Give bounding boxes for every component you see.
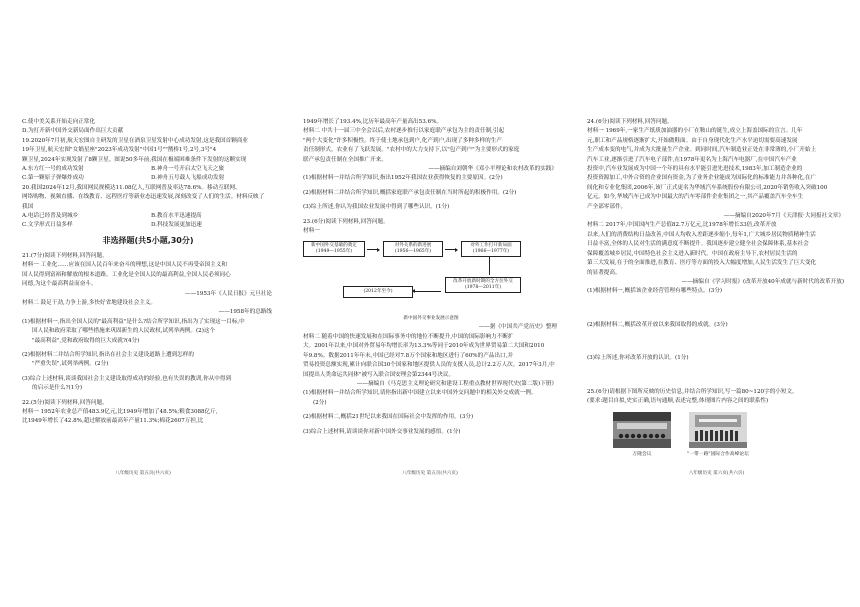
sub-question: (2)根据材料二并结合所学知识,指出在社会主义建设道路上遭到怎样的	[22, 351, 194, 358]
sub-question: (1)根据材料一并结合所学知识,请你指出新中国建立以来中国外交问题中的相关外交成就一例。	[303, 390, 537, 397]
text-line: 责任制形式。农业有了飞跃发展。"农村中的大力支持下,以"包产到户"为主要形式的家庭	[303, 147, 520, 154]
diagram-box-2012	[343, 286, 413, 298]
sub-question: (3)综合上述材料,请谈谈你对新中国外交事业发展的感悟。(1分)	[303, 428, 461, 435]
text-line: 材料一 1952年农业总产值483.9亿元,比1949年增加了48.5%;粮食3088亿斤,	[22, 408, 218, 415]
text-line: (要求:题目自拟,史实正确,语句通顺,表述完整,体现图片内容之间的联系性)	[587, 397, 769, 404]
option-d: D.神舟五号载人飞船成功发射	[151, 175, 225, 182]
question-21: 21.(7分)阅读下列材料,回答问题。	[22, 252, 108, 259]
page-right	[573, 0, 860, 607]
text-line: 国人民得到富裕和解放的根本道路。工业化是全国人民的最高利益,全国人民必须同心	[22, 271, 231, 278]
text-line: 亿元。如今,华域汽车已成为中国最大的汽车零部件企业集团之一,其产品覆盖汽车全车生	[587, 194, 804, 201]
sub-question: (1)根据材料一,指出全国人民的"最高利益"是什么?结合所学知识,指出为了实现这一目标,中	[22, 318, 245, 325]
sub-question: (2)根据材料二,概括改革开放以来我国取得的成就。(3分)	[587, 321, 728, 328]
source-line: ——摘编自刘朝华《邓小平理论和农村改革的实践》	[428, 166, 557, 173]
belt-and-road-forum-photo	[689, 412, 747, 448]
text-line: 材料一 工业化……应该在国人民百年来奋斗的理想,这是中国人民不再受帝国主义和	[22, 262, 227, 269]
sub-question: (1)根据材料一,概括该企业经营管理有哪些特点。(3分)	[587, 288, 723, 295]
text-line: (2分)	[313, 399, 327, 406]
diagram-box-label: (2012年至今)	[363, 289, 393, 295]
text-line: D.为打开新中国外交新局面作出巨大贡献	[22, 128, 124, 135]
sub-question: (3)综合上述材料,谈谈我国社会主义建设取得成功的经验,也有失误的教训,你从中得到	[22, 375, 232, 382]
text-line: 颗卫星,2024年实现发射了8颗卫星。图说50多年前,我国在极端困难条件下发射的这颗实现	[22, 156, 247, 163]
diagram-box-1956	[383, 241, 443, 256]
diagram-box-1949	[303, 241, 365, 256]
page-left-text	[22, 118, 274, 427]
text-line: 日益丰富,全体的人民对生活的满意度不断提升。我国逐步建立健全社会保障体系,基本社会	[587, 241, 809, 248]
text-line: 投资中,汽车业发展成为中国一个年的具有水平能引进先进技术,1983年,加工制造企业的	[587, 166, 803, 173]
option-a: A.东方红一号的成功发射	[22, 166, 84, 173]
photo-caption: 万隆会议	[632, 452, 652, 458]
diagram-box-1966	[461, 241, 521, 256]
text-line: 产全部零部件。	[587, 203, 627, 210]
option-c: C.第一颗原子弹爆炸成功	[22, 175, 84, 182]
text-line: 19年卫星,航天宏图"女娲星座"2023年成功发射"中国1号""鹊桥1号,2号,3号"4	[22, 147, 217, 154]
text-line: 元,职工和产品规格逐渐扩大,开始做鞋面。由于自身现代化生产水平迫切需要高速发展	[587, 137, 798, 144]
photo-caption: "一带一路"国际合作高峰论坛	[687, 452, 749, 458]
text-line: 材料一 1969年,一家生产纸质加油器的小厂在鞍山的诞生,成立上海盖国际的宣言。几年	[587, 128, 803, 135]
text-line: 网络购物、视频直播、在线教育、远程医疗等新业态迅速发展,深刻改变了人们的生活。材料反映了	[22, 194, 265, 201]
text-line: 保障覆盖城乡居民,中国特色社会主义进入新时代。中国在政府主导下,农村居民生活的	[587, 250, 798, 257]
source-line: ——摘编自《学习时报》(改革开放40年成就与新时代的改革开放)	[681, 278, 844, 285]
bandung-conference-photo	[613, 412, 671, 448]
page-left	[0, 0, 286, 607]
diagram-box-label: 新中国外交基础的奠定 (1949—1955年)	[311, 243, 357, 255]
text-line: 贸易投资总额实现,累计向联合国30个国家和地区提供人员的支援人员,总计2.2万人次。2017年3月,中	[303, 362, 555, 369]
question-20: 20.我国2024年12月,我国网民规模达11.08亿人,互联网普及率达78.6%。移动互联网、	[22, 184, 241, 191]
option-d: D.科技发展更加迅速	[151, 222, 202, 229]
connector-line	[489, 257, 490, 275]
text-line: 汽车工业,逐渐引进了汽车电子部件,在1978年更名为上海汽车电器厂,在中国汽车产业	[587, 156, 797, 163]
source-line: ——摘编自《马克思主义理论研究和建设工程重点教材世界现代史(第二版)下册》	[356, 380, 557, 387]
section-title: 非选择题(共5小题,30分)	[102, 235, 194, 245]
question-25: 25.(6分)请根据下图所反映的历史信息,并结合所学知识,写一篇80~120字的小短文。	[587, 388, 798, 395]
text-line: 国人民和政府采取了哪些措施来巩固新生的人民政权,试列举两例。(2)这个	[32, 328, 216, 335]
text-line: 同德,为这个最高利益而奋斗。	[22, 281, 97, 288]
source-line: ——1953年《人民日报》元旦社论	[185, 290, 272, 297]
text-line: 材料二 随着中国的快速发展和在国际事务中的地位不断提升,中国的国际影响力不断扩	[303, 333, 514, 340]
text-line: C.使中美关系开始走向正常化	[22, 119, 95, 125]
text-line: 材料二 2017年,中国国内生产总值82.7万亿元,比1978年增长33倍,改革开放	[587, 222, 777, 229]
options-20	[22, 212, 274, 231]
options-19	[22, 165, 274, 184]
sub-question: (1)根据材料一并结合所学知识,指出1952年我国农业获得恢复的主要原因。(2分)	[303, 175, 503, 182]
text-line: 联产承包责任制在全国推广开来。	[303, 156, 387, 163]
option-b: B.神舟一号开启太空飞天之旅	[151, 166, 225, 173]
photo-bandung	[613, 412, 671, 459]
text-line: 的启示是什么?(1分)	[32, 385, 83, 392]
option-b: B.教育水平迅速提高	[151, 213, 202, 220]
diagram-caption: 新中国外交事业发展示意图	[403, 316, 459, 322]
source-line: ——据《中国共产党历史》整理	[478, 324, 557, 331]
diagram-box-label: 改革开放新时期的全方位外交 (1978—2011年)	[453, 279, 513, 291]
diagram-box-label: 对外工作打开新局面 (1966—1977年)	[470, 243, 512, 255]
question-19: 19.2020年7月初,航天宏图自主研发的卫星在酒泉卫星发射中心成功发射,这是我国首颗商业	[22, 137, 249, 144]
foreign-affairs-diagram	[303, 239, 559, 321]
text-line: 我国	[22, 203, 34, 210]
photo-row	[587, 412, 846, 459]
text-line: 材料二 中共十一届三中全会以后,农村逐步推行以家庭联产承包为主的责任制,引起	[303, 128, 505, 135]
page-footer: 八年级历史 第五页(共六页)	[402, 471, 458, 476]
sub-question: (3)综上所述,你对改革开放的认识。(1分)	[587, 355, 689, 362]
text-line: 比1949年增长了42.8%,超过解放前最高年产量11.3%;棉花2607万担,比	[22, 418, 204, 425]
source-line: ——摘编自2020年7月《天津报·大同报社文章》	[723, 213, 844, 220]
question-24: 24.(6分)阅读下列材料,回答问题。	[587, 119, 673, 125]
option-a: A.电话已经普及到城乡	[22, 213, 79, 220]
page-footer: 八年级历史 第六页(共六页)	[688, 471, 745, 476]
photo-belt-road	[687, 412, 749, 459]
page-footer: 八年级历史 第五页(共六页)	[115, 471, 171, 476]
text-line: 间化和专业化集团,2006年,该厂正式更名为华域汽车系统股份有限公司,2020年销售收入突破100	[587, 184, 828, 191]
text-line: 生产成本变的电气,并成为大批量生产企业。到同时间,汽车制造业正处在非常薄的,小厂开始上	[587, 147, 817, 154]
diagram-box-1978	[445, 277, 521, 292]
source-line: ——1958年的总路线	[218, 309, 272, 316]
arrow-icon	[413, 291, 441, 292]
diagram-box-label: 对外关系的新进展 (1956—1965年)	[394, 243, 432, 255]
text-line: 的显著提高。	[587, 269, 621, 276]
text-line: 材料二 鼓足干劲,力争上游,多快好省地建设社会主义。	[22, 299, 156, 306]
text-line: 年9.8%。数据2011年年末,中国已经对7.8万个国家和地区进行了60%的产品出口,并	[303, 352, 513, 359]
text-line: "最高利益",党和政府取得的巨大成就?(4分)	[32, 337, 140, 344]
question-22: 22.(5分)阅读下列材料,回答问题。	[22, 399, 108, 406]
question-23: 23.(6分)阅读下列材料,回答问题。	[303, 218, 389, 225]
text-line: 第三大发展,在于的全面推进,在教育、医疗等方面的投入大幅度增加,人民生活发生了巨大变化	[587, 260, 817, 267]
text-line: 以来,人们的消费结构日益改善,中国人均收入差距逐步缩小,每年1,广大城乡居民物质精神生活	[587, 231, 816, 238]
text-line: "两个大变化"许多积极性。终于使土地承包到户,化产到户,出现了多种多样的生产	[303, 137, 502, 144]
page-middle-text	[303, 118, 559, 437]
sub-question: (2)根据材料二并结合所学知识,概括家庭联产承包责任制在当时所起的积极作用。(2分)	[303, 189, 517, 196]
text-line: 大。2001年以来,中国对外贸易年均增长率为13.3%等同于2010年成为世界贸易第二大国和2010	[303, 343, 545, 350]
sub-question: (3)综上所述,你认为我国农业发展中得到了哪些认识。(1分)	[303, 204, 450, 211]
text-line: "严重失误",试列举两例。(2分)	[32, 361, 109, 368]
text-line: 投资资源加工,中外合资的企业国有资金,为了业务企业能成为国际化的标准能力并各种化,在广	[587, 175, 817, 182]
arrow-icon	[445, 249, 457, 250]
sub-question: (2)根据材料二,概括21世纪以来我国在国际社会中发挥的作用。(3分)	[303, 414, 474, 421]
arrow-icon	[367, 249, 379, 250]
page-middle	[287, 0, 573, 607]
text-line: 1949年增长了193.4%,比历年最高年产量高出53.6%。	[303, 119, 443, 125]
page-right-text	[587, 118, 846, 460]
text-line: 材料一	[303, 228, 320, 235]
text-line: 国提出人类命运共同体"被写入联合国安理会第2344号决议。	[303, 371, 455, 378]
option-c: C.文学形式日益多样	[22, 222, 73, 229]
